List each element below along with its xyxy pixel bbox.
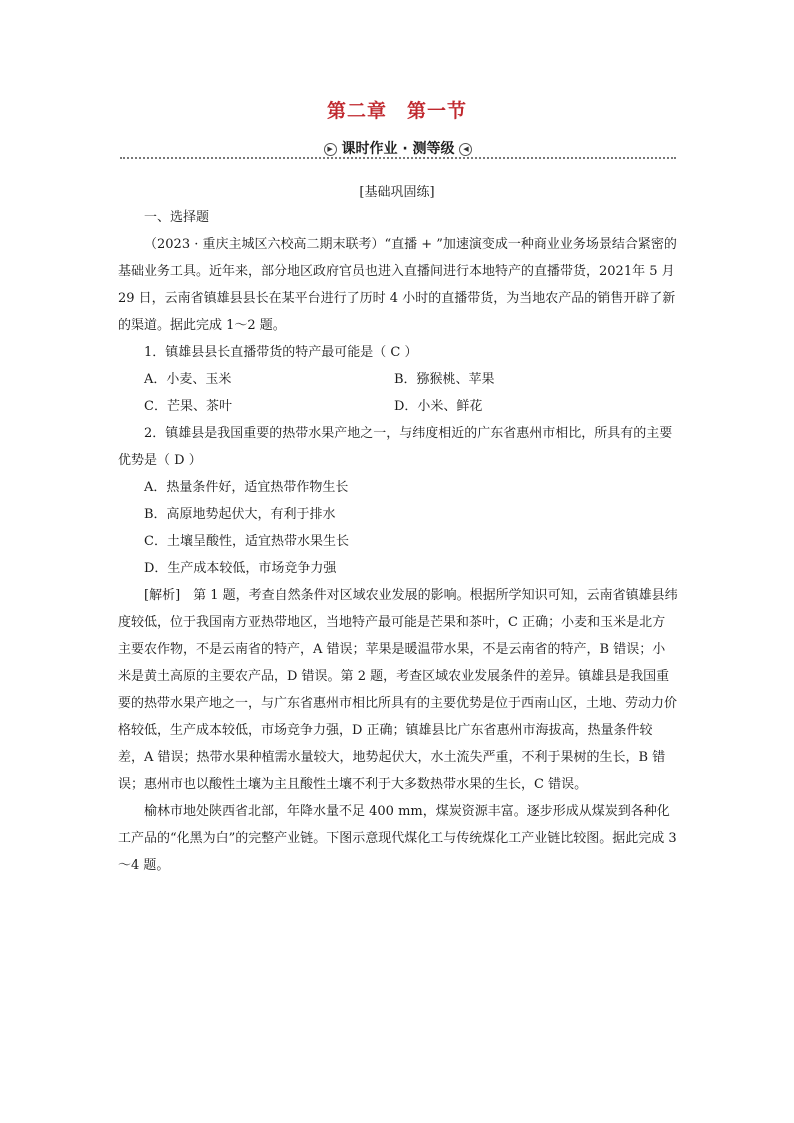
part-heading: 一、选择题 bbox=[144, 210, 210, 225]
option-a: A．热量条件好，适宜热带作物生长 bbox=[144, 480, 349, 495]
content-body bbox=[118, 204, 678, 879]
question-1-stem: 1．镇雄县县长直播带货的特产最可能是（ C ） bbox=[144, 345, 418, 360]
question-2-stem: 2．镇雄县是我国重要的热带水果产地之一，与纬度相近的广东省惠州市相比，所具有的主要优势是（ D ） bbox=[118, 426, 673, 468]
homework-banner bbox=[120, 138, 676, 160]
play-left-icon: ◀ bbox=[459, 143, 472, 156]
analysis-text: [解析] 第 1 题，考查自然条件对区域农业发展的影响。根据所学知识可知，云南省镇雄县纬度较低，位于我国南方亚热带地区，当地特产最可能是芒果和茶叶，C 正确；小麦和玉米是北方主要农作物，不是云南省的特产，A 错误；苹果是暖温带水果，不是云南省的特产，B 错误；小米是黄土高原的主要农产品，D 错误。第 2 题，考查区域农业发展条件的差异。镇雄县是我国重要的热带水果产地之一，与广东省惠州市相比所具有的主要优势是位于西南山区，土地、劳动力价格较低，生产成本较低，市场竞争力强，D 正确；镇雄县比广东省惠州市海拔高，热量条件较差，A 错误；热带水果种植需水量较大，地势起伏大，水土流失严重，不利于果树的生长，B 错误；惠州市也以酸性土壤为主且酸性土壤不利于大多数热带水果的生长，C 错误。 bbox=[118, 588, 678, 792]
play-right-icon: ▶ bbox=[324, 143, 337, 156]
option-b: B．猕猴桃、苹果 bbox=[394, 372, 495, 387]
option-d: D．生产成本较低，市场竞争力强 bbox=[144, 561, 337, 576]
option-c: C．芒果、茶叶 bbox=[144, 399, 232, 414]
option-c: C．土壤呈酸性，适宜热带水果生长 bbox=[144, 534, 349, 549]
chapter-title: 第二章 第一节 bbox=[326, 100, 467, 122]
option-a: A．小麦、玉米 bbox=[144, 372, 232, 387]
question-1-options-row-2 bbox=[118, 393, 678, 420]
option-d: D．小米、鲜花 bbox=[394, 399, 483, 414]
option-b: B．高原地势起伏大，有利于排水 bbox=[144, 507, 336, 522]
section-heading: [基础巩固练] bbox=[359, 185, 435, 200]
passage-1: （2023 · 重庆主城区六校高二期末联考）“直播 + ”加速演变成一种商业业务场景结合紧密的基础业务工具。近年来，部分地区政府官员也进入直播间进行本地特产的直播带货，2021年 5 月 29 日，云南省镇雄县县长在某平台进行了历时 4 小时的直播带货，为当地农产品的销售开辟了新的渠道。据此完成 1～2 题。 bbox=[118, 237, 677, 333]
banner-label: 课时作业 · 测等级 bbox=[341, 141, 455, 157]
passage-2: 榆林市地处陕西省北部，年降水量不足 400 mm，煤炭资源丰富。逐步形成从煤炭到各种化工产品的“化黑为白”的完整产业链。下图示意现代煤化工与传统煤化工产业链比较图。据此完成 3～4 题。 bbox=[118, 804, 677, 873]
question-1-options-row-1 bbox=[118, 366, 678, 393]
